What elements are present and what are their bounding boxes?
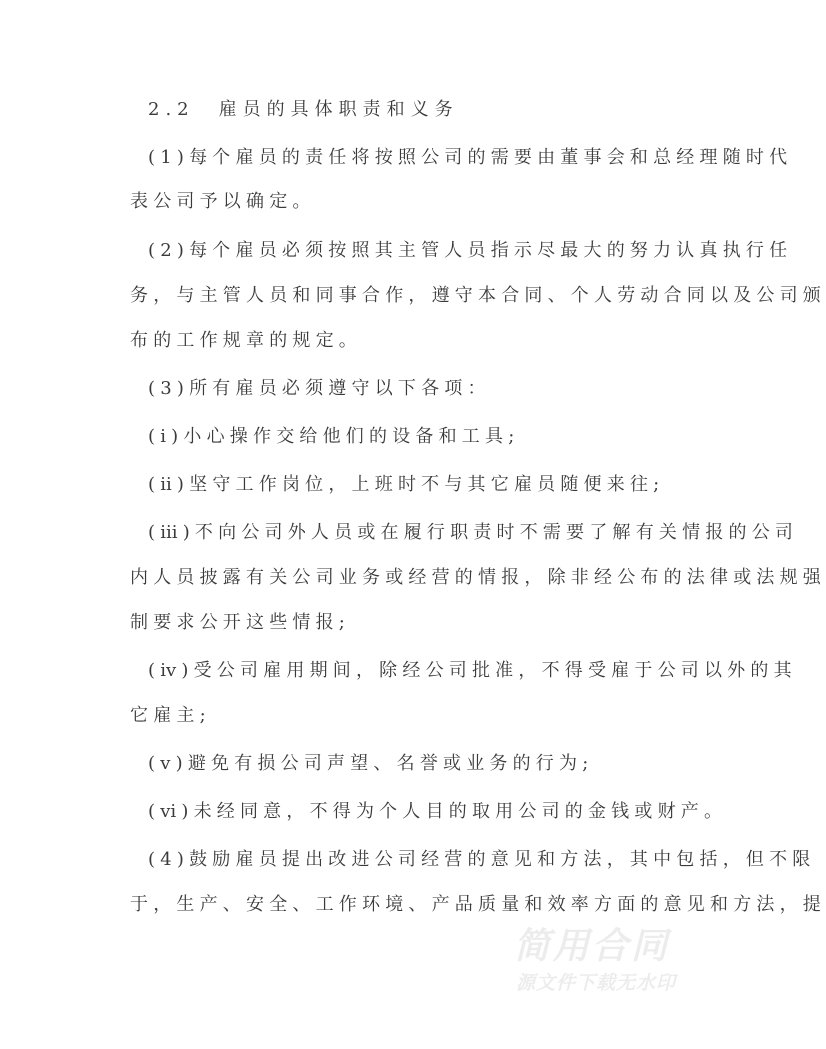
paragraph-line: (2)每个雇员必须按照其主管人员指示尽最大的努力认真执行任 [148,240,793,261]
paragraph-line: (3)所有雇员必须遵守以下各项： [148,378,491,399]
list-item: (ⅴ)避免有损公司声望、名誉或业务的行为; [148,753,594,774]
paragraph-line: 表公司予以确定。 [130,191,316,212]
paragraph-line: 于，生产、安全、工作环境、产品质量和效率方面的意见和方法，提 [130,894,826,915]
watermark-title: 简用合同 [514,926,671,967]
paragraph-line: 务，与主管人员和同事合作，遵守本合同、个人劳动合同以及公司颁 [130,285,826,306]
list-item: (ⅰ)小心操作交给他们的设备和工具; [148,426,520,447]
list-item-continuation: 制要求公开这些情报; [130,612,351,633]
paragraph-line: (4)鼓励雇员提出改进公司经营的意见和方法，其中包括，但不限 [148,849,816,870]
list-item: (ⅱ)坚守工作岗位，上班时不与其它雇员随便来往; [148,474,665,495]
section-heading: 2.2 雇员的具体职责和义务 [148,99,459,120]
list-item: (ⅵ)未经同意，不得为个人目的取用公司的金钱或财产。 [148,801,728,822]
paragraph-line: 布的工作规章的规定。 [130,330,362,351]
list-item-continuation: 它雇主; [130,705,211,726]
list-item-continuation: 内人员披露有关公司业务或经营的情报，除非经公布的法律或法规强 [130,567,826,588]
watermark-subtitle: 源文件下载无水印 [516,972,677,994]
list-item: (ⅳ)受公司雇用期间，除经公司批准，不得受雇于公司以外的其 [148,660,797,681]
list-item: (ⅲ)不向公司外人员或在履行职责时不需要了解有关情报的公司 [148,522,799,543]
paragraph-line: (1)每个雇员的责任将按照公司的需要由董事会和总经理随时代 [148,147,793,168]
